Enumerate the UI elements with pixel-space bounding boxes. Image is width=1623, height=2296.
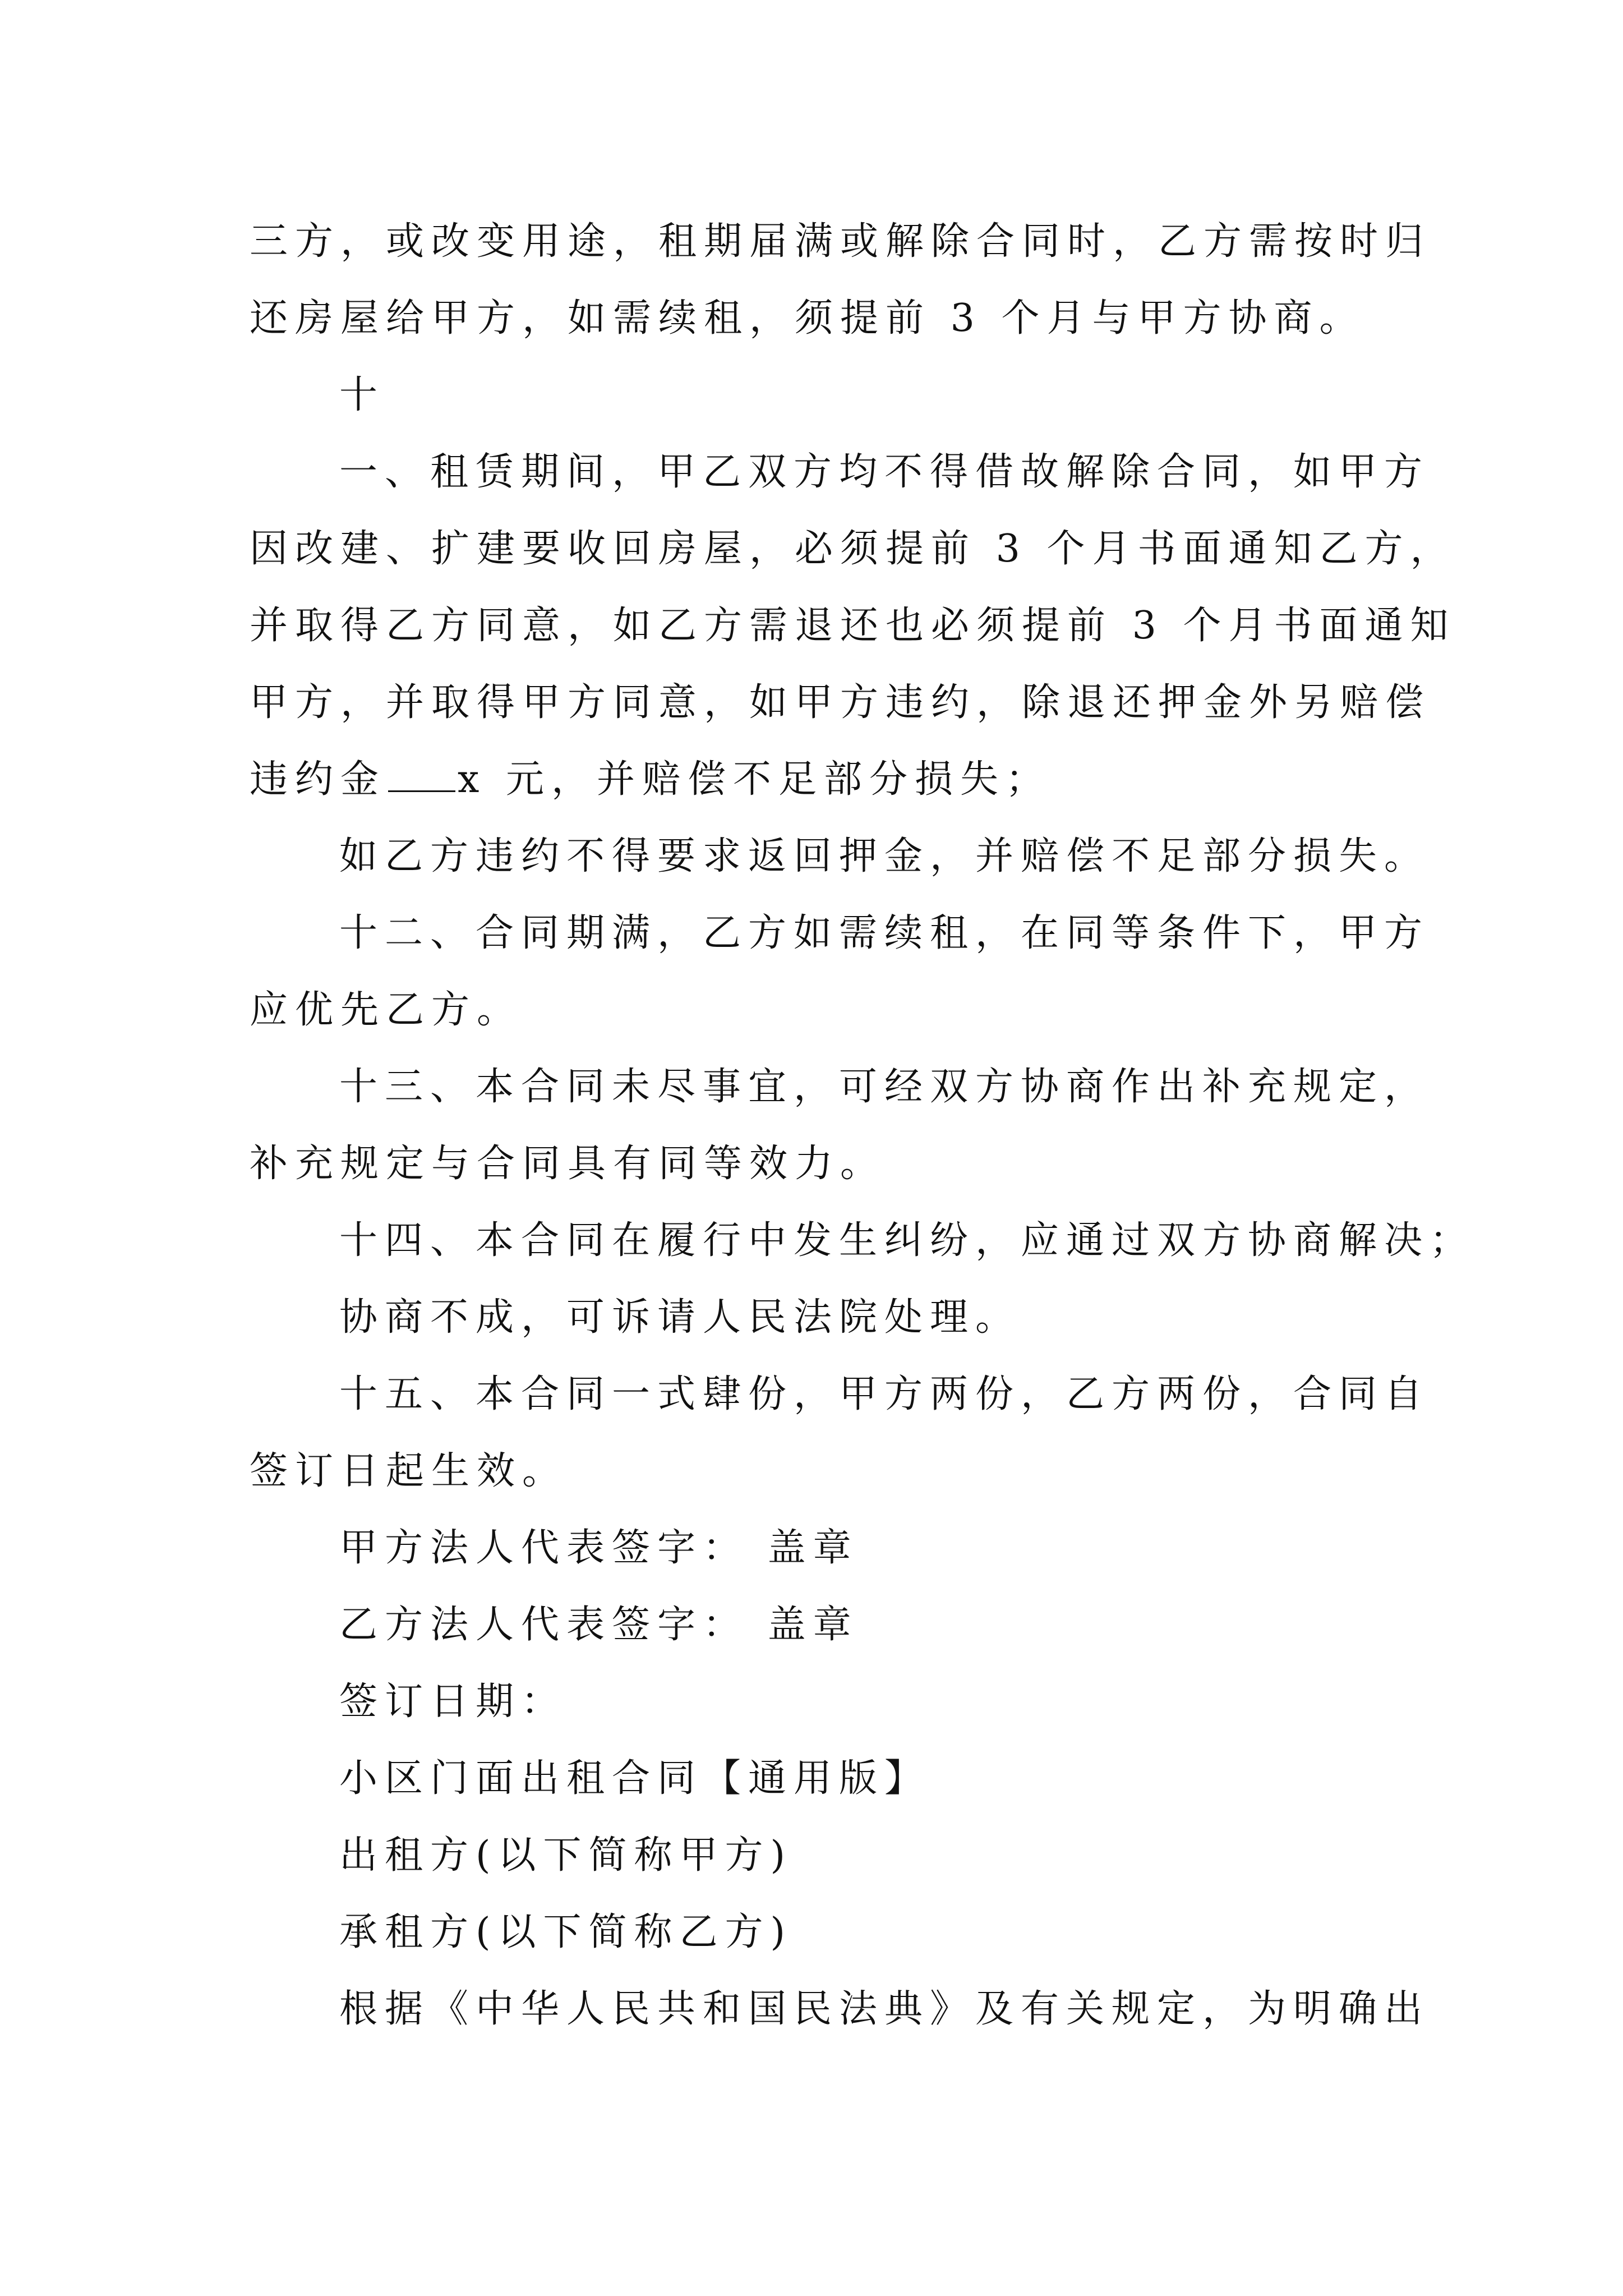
signing-date: 签订日期： [339,1680,567,1724]
text-line-2: 还房屋给甲方，如需续租，须提前 3 个月与甲方协商。 [250,296,1365,341]
clause-eleven-line-4: 甲方，并取得甲方同意，如甲方违约，除退还押金外另赔偿 [250,680,1431,725]
clause-thirteen-line-1: 十三、本合同未尽事宜，可经双方协商作出补充规定， [339,1065,1430,1109]
clause-fifteen-line-1: 十五、本合同一式肆份，甲方两份，乙方两份，合同自 [339,1372,1430,1416]
clause-fourteen-line-2: 协商不成，可诉请人民法院处理。 [339,1295,1021,1340]
penalty-suffix: x 元，并赔偿不足部分损失； [458,757,1051,802]
preamble-line: 根据《中华人民共和国民法典》及有关规定，为明确出 [339,1987,1430,2031]
party-b-signature: 乙方法人代表签字： 盖章 [339,1603,859,1647]
clause-eleven-line-5 [250,741,1394,818]
clause-eleven-line-2: 因改建、扩建要收回房屋，必须提前 3 个月书面通知乙方， [250,527,1456,571]
contract-title: 小区门面出租合同【通用版】 [339,1756,930,1801]
clause-thirteen-line-2: 补充规定与合同具有同等效力。 [250,1142,886,1186]
clause-eleven-line-3: 并取得乙方同意，如乙方需退还也必须提前 3 个月书面通知 [250,604,1456,648]
clause-eleven-line-1: 一、租赁期间，甲乙双方均不得借故解除合同，如甲方 [339,450,1430,494]
clause-fourteen-line-1: 十四、本合同在履行中发生纠纷，应通过双方协商解决； [339,1218,1476,1263]
lessor-line: 出租方(以下简称甲方) [339,1833,793,1878]
text-line-1: 三方，或改变用途，租期届满或解除合同时，乙方需按时归 [250,219,1431,264]
lessee-line: 承租方(以下简称乙方) [339,1910,793,1954]
clause-twelve-line-2: 应优先乙方。 [250,988,523,1032]
clause-fifteen-line-2: 签订日起生效。 [250,1449,568,1493]
penalty-label: 违约金 [250,757,386,802]
clause-eleven-line-6: 如乙方违约不得要求返回押金，并赔偿不足部分损失。 [339,834,1430,878]
contract-text [250,203,1476,2047]
party-a-signature: 甲方法人代表签字： 盖章 [339,1526,859,1570]
clause-heading-ten: 十 [339,373,385,417]
clause-twelve-line-1: 十二、合同期满，乙方如需续租，在同等条件下，甲方 [339,911,1430,955]
penalty-amount-blank [388,763,455,792]
